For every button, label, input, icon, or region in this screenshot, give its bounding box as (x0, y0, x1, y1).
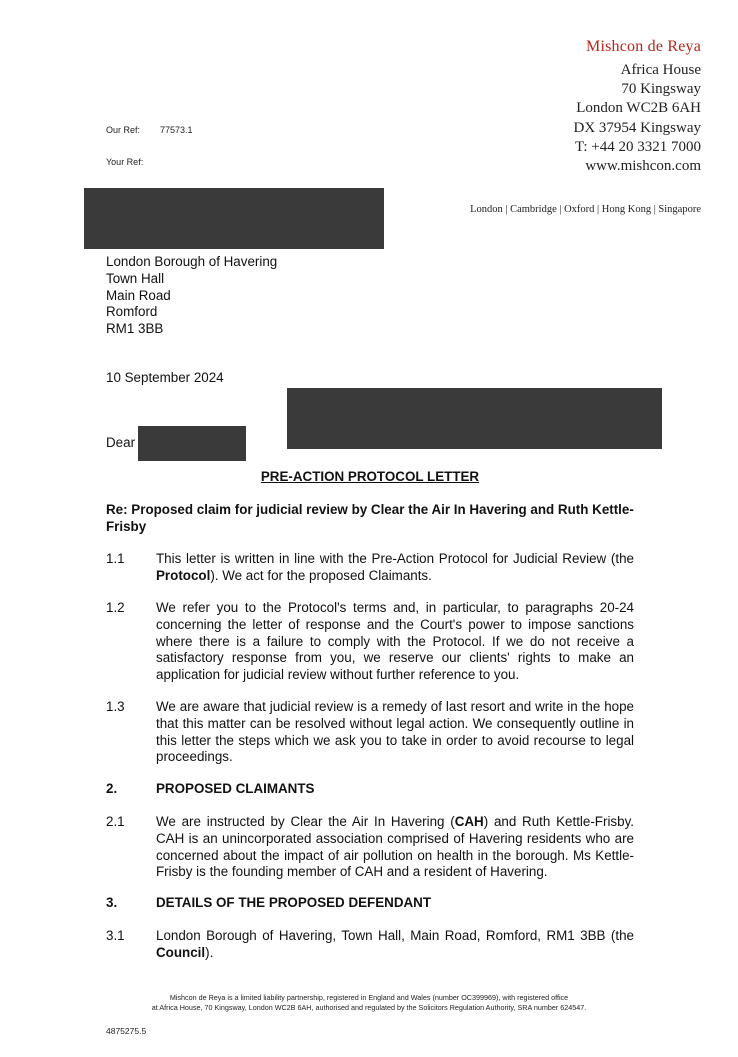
paragraph-text: We are instructed by Clear the Air In Havering (CAH) and Ruth Kettle-Frisby. CAH is an unincorporated association comprised of Havering residents who are concerned about the impact of air pollution on health in the borough. Ms Kettle-Frisby is the founding member of CAH and a resident of Havering. (156, 814, 634, 880)
redacted-block (287, 388, 662, 449)
paragraph-text: London Borough of Havering, Town Hall, Main Road, Romford, RM1 3BB (the Council). (156, 928, 634, 960)
redacted-name (138, 426, 246, 461)
firm-address (574, 61, 702, 176)
footer-line: Mishcon de Reya is a limited liability partnership, registered in England and Wales (number OC399969), with registered office (169, 993, 569, 1002)
your-ref-label: Your Ref: (106, 157, 144, 167)
re-line: Re: Proposed claim for judicial review by Clear the Air In Havering and Ruth Kettle-Frisby (106, 502, 634, 534)
firm-logo: Mishcon de Reya (586, 38, 701, 55)
address-line: T: +44 20 3321 7000 (574, 138, 701, 155)
recipient-line: Town Hall (106, 270, 165, 286)
paragraph-number: 2.1 (106, 814, 125, 829)
paragraph (106, 699, 634, 766)
section-number: 2. (106, 781, 118, 796)
paragraph-number: 1.2 (106, 600, 125, 615)
paragraph (106, 814, 634, 881)
section-heading (106, 895, 634, 912)
section-heading (106, 781, 634, 798)
paragraph (106, 928, 634, 962)
office-locations: London | Cambridge | Oxford | Hong Kong | Singapore (470, 204, 701, 215)
letter-heading: PRE-ACTION PROTOCOL LETTER (260, 469, 480, 484)
paragraph (106, 551, 634, 585)
address-line: Africa House (620, 62, 701, 78)
paragraph-text: We refer you to the Protocol's terms and, in particular, to paragraphs 20-24 concerning the letter of response and the Court's power to impose sanctions where there is a failure to comply with the Protocol. If we do not receive a satisfactory response from you, we reserve our clients' rights to make an application for judicial review without further reference to you. (156, 600, 634, 683)
paragraph-number: 1.1 (106, 551, 125, 566)
defined-term: Council (156, 944, 206, 960)
salutation: Dear (106, 435, 136, 450)
recipient-line: London Borough of Havering (106, 254, 278, 269)
legal-footer (70, 993, 668, 1013)
paragraph-number: 1.3 (106, 699, 125, 714)
redacted-block-addressee (84, 188, 384, 249)
letter-date: 10 September 2024 (106, 370, 224, 385)
our-ref-value: 77573.1 (160, 125, 193, 135)
footer-line: at Africa House, 70 Kingsway, London WC2B 6AH, authorised and regulated by the Solicitors Regulation Authority, SRA number 624547. (151, 1003, 587, 1012)
recipient-line: RM1 3BB (106, 321, 164, 337)
section-number: 3. (106, 895, 118, 910)
paragraph-number: 3.1 (106, 928, 125, 943)
address-line: DX 37954 Kingsway (573, 119, 701, 136)
recipient-line: Romford (106, 304, 158, 320)
document-reference: 4875275.5 (106, 1026, 147, 1036)
recipient-line: Main Road (106, 287, 171, 303)
defined-term: Protocol (156, 567, 211, 583)
defined-term: CAH (454, 814, 484, 829)
paragraph (106, 600, 634, 684)
address-line: 70 Kingsway (621, 81, 701, 98)
address-line: London WC2B 6AH (576, 100, 701, 117)
address-line: www.mishcon.com (585, 158, 701, 175)
our-ref-label: Our Ref: (106, 125, 141, 135)
paragraph-text: We are aware that judicial review is a remedy of last resort and write in the hope that this matter can be resolved without legal action. We consequently outline in this letter the steps which we ask you to take in order to avoid recourse to legal proceedings. (156, 699, 634, 765)
recipient-address (106, 254, 277, 338)
paragraph-text: This letter is written in line with the Pre-Action Protocol for Judicial Review (the Protocol). We act for the proposed Claimants. (156, 551, 634, 583)
section-title: PROPOSED CLAIMANTS (156, 781, 315, 796)
section-title: DETAILS OF THE PROPOSED DEFENDANT (156, 895, 432, 910)
